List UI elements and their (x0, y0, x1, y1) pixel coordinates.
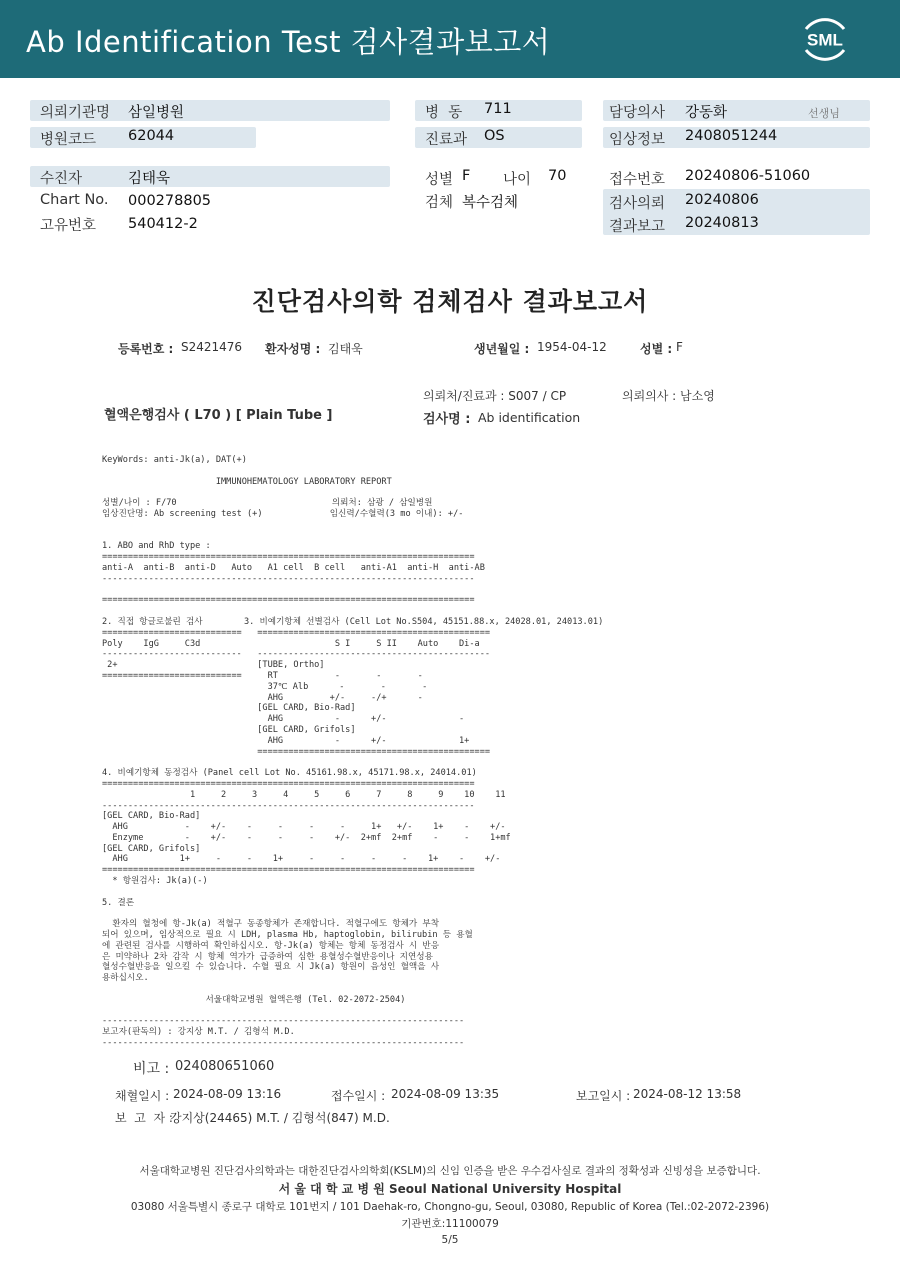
institution-label: 의뢰기관명 (40, 105, 111, 121)
doctor-label: 담당의사 (609, 105, 666, 121)
reporter-value: 강지상(24465) M.T. / 김형석(847) M.D. (170, 1111, 390, 1125)
receipt-no-label: 접수번호 (609, 172, 666, 188)
report-date-label-2: 보고일시 : (576, 1089, 631, 1103)
age-label: 나이 (503, 172, 532, 188)
unique-no-value: 540412-2 (128, 216, 198, 232)
doctor-suffix: 선생님 (808, 107, 840, 120)
reg-label: 등록번호 : (118, 342, 174, 356)
clinical-value: 2408051244 (685, 128, 778, 144)
hospital-name (0, 1180, 900, 1197)
report-date-label: 결과보고 (609, 219, 666, 235)
patient-value: 김태욱 (128, 171, 171, 187)
ref-doctor: 의뢰의사 : 남소영 (622, 389, 715, 403)
receipt-no-value: 20240806-51060 (685, 168, 811, 184)
logo-text: SML (807, 30, 843, 50)
test-name-value: Ab identification (478, 410, 581, 425)
lab-report-text: KeyWords: anti-Jk(a), DAT(+) IMMUNOHEMATOLOGY LABORATORY REPORT 성별/나이 : F/70 의뢰처: 삼광 / 삼일병원 임상진단명: Ab screening test (+) 임신력/수혈력(3 mo 이내): +/- 1. ABO and RhD type : ======================================================================== anti-A anti-B anti-D Auto A1 cell B cell anti-A1 anti-H anti-AB ------------------------------------------------------------------------ ======================================================================== 2. 직접 항글로불린 검사 3. 비예기항체 선별검사 (Cell Lot No.S504, 45151.88.x, 24028.01, 24013.01) =========================== ============================================= Poly IgG C3d S I S II Auto Di-a --------------------------- --------------------------------------------- 2+ [TUBE, Ortho] =========================== RT - - - 37℃ Alb - - - AHG +/- -/+ - [GEL CARD, Bio-Rad] AHG - +/- - [GEL CARD, Grifols] AHG - +/- 1+ ============================================= 4. 비예기항체 동정검사 (Panel cell Lot No. 45161.98.x, 45171.98.x, 24014.01) ======================================================================== 1 2 3 4 5 6 7 8 9 10 11 ------------------------------------------------------------------------ [GEL CARD, Bio-Rad] AHG - +/- - - - - 1+ +/- 1+ - +/- Enzyme - +/- - - - +/- 2+mf 2+mf - - 1+mf [GEL CARD, Grifols] AHG 1+ - - 1+ - - - - 1+ - +/- ======================================================================== * 항원검사: Jk(a)(-) 5. 결론 환자의 혈청에 항-Jk(a) 적혈구 동종항체가 존재합니다. 적혈구에도 항체가 부착 되어 있으며, 임상적으로 필요 시 LDH, plasma Hb, haptoglobin, bilirubin 등 용혈 에 관련된 검사를 시행하여 확인하십시오. 항-Jk(a) 항체는 항체 동정검사 시 반응 은 미약하나 2차 감작 시 항체 역가가 급증하여 심한 용혈성수혈반응이나 지연성용 혈성수혈반응을 일으킬 수 있습니다. 수혈 필요 시 Jk(a) 항원이 음성인 혈액을 사 용하십시오. 서울대학교병원 혈액은행 (Tel. 02-2072-2504) ---------------------------------------------------------------------- 보고자(판독의) : 강지상 M.T. / 김형석 M.D. ---------------------------------------------------------------------- (102, 455, 604, 1049)
report-header-title: Ab Identification Test 검사결과보고서 (26, 25, 551, 59)
collect-label: 채혈일시 : (115, 1089, 170, 1103)
certification-text: 서울대학교병원 진단검사의학과는 대한진단검사의학회(KSLM)의 신임 인증을 받은 우수검사실로 결과의 정확성과 신빙성을 보증합니다. (139, 1165, 761, 1177)
dept-value: OS (484, 128, 505, 144)
report-sex-label: 성별 : (640, 342, 673, 356)
hospital-name-ko: 서 울 대 학 교 병 원 (278, 1182, 385, 1196)
patient-name-value: 김태욱 (328, 342, 363, 356)
dob-label: 생년월일 : (474, 342, 530, 356)
age-value: 70 (548, 168, 567, 184)
hospital-name-en: Seoul National University Hospital (389, 1182, 622, 1196)
header-bar (0, 0, 900, 78)
hospital-code-value: 62044 (128, 128, 175, 144)
sex-label: 성별 (425, 172, 454, 188)
hospital-code-label: 병원코드 (40, 132, 97, 148)
patient-name-label: 환자성명 : (265, 342, 321, 356)
sex-value: F (462, 168, 471, 184)
ward-label: 병 동 (425, 105, 463, 121)
page-number: 5/5 (441, 1234, 459, 1246)
org-number: 기관번호:11100079 (401, 1218, 499, 1230)
collect-value: 2024-08-09 13:16 (173, 1087, 282, 1101)
note-label: 비고 : (133, 1061, 170, 1077)
dept-label: 진료과 (425, 132, 468, 148)
doctor-value: 강동화 (685, 105, 728, 121)
reporter-label: 보 고 자 : (115, 1111, 173, 1125)
reg-value: S2421476 (181, 340, 243, 354)
report-sex-value: F (676, 340, 683, 354)
dob-value: 1954-04-12 (537, 340, 607, 354)
unique-no-label: 고유번호 (40, 218, 97, 234)
institution-value: 삼일병원 (128, 105, 185, 121)
test-group: 혈액은행검사 ( L70 ) [ Plain Tube ] (104, 408, 333, 423)
patient-label: 수진자 (40, 171, 83, 187)
clinical-label: 임상정보 (609, 132, 666, 148)
chart-no-label: Chart No. (40, 192, 109, 208)
hospital-address: 03080 서울특별시 종로구 대학로 101번지 / 101 Daehak-ro, Chongno-gu, Seoul, 03080, Republic of Korea (Tel.:02-2072-2396) (130, 1201, 770, 1213)
ref-dept: 의뢰처/진료과 : S007 / CP (423, 389, 567, 403)
specimen-label: 검체 (425, 195, 454, 211)
sml-logo-icon (798, 12, 852, 66)
receipt-value: 2024-08-09 13:35 (391, 1087, 500, 1101)
report-date-value: 20240813 (685, 215, 759, 231)
specimen-value: 복수검체 (462, 195, 519, 211)
note-value: 024080651060 (175, 1059, 275, 1074)
request-date-label: 검사의뢰 (609, 196, 666, 212)
test-name-label: 검사명 : (423, 412, 471, 427)
ward-value: 711 (484, 101, 512, 117)
report-date-value-2: 2024-08-12 13:58 (633, 1087, 742, 1101)
report-title: 진단검사의학 검체검사 결과보고서 (251, 287, 649, 316)
receipt-label: 접수일시 : (331, 1089, 386, 1103)
request-date-value: 20240806 (685, 192, 759, 208)
chart-no-value: 000278805 (128, 193, 212, 209)
